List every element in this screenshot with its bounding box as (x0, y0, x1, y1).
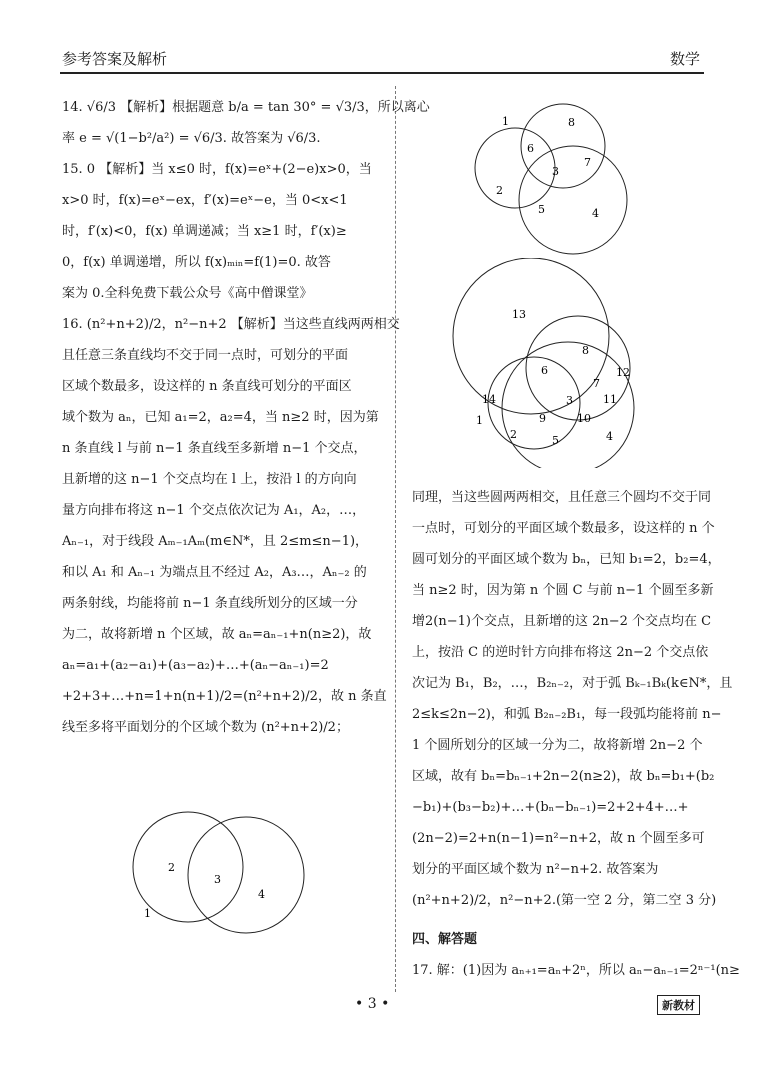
text-line: aₙ=a₁+(a₂−a₁)+(a₃−a₂)+…+(aₙ−aₙ₋₁)=2 (62, 658, 329, 673)
text-line: 一点时，可划分的平面区域个数最多，设这样的 n 个 (412, 521, 715, 536)
region-label: 4 (592, 207, 599, 220)
region-label: 3 (214, 873, 221, 886)
text-line: n 条直线 l 与前 n−1 条直线至多新增 n−1 个交点， (62, 441, 367, 456)
region-label: 2 (510, 428, 517, 441)
four-circle-diagram (446, 258, 646, 468)
text-line: 案为 0.全科免费下载公众号《高中僧课堂》 (62, 286, 313, 301)
region-label: 6 (541, 364, 548, 377)
region-label: 8 (582, 344, 589, 357)
text-line: 当 n≥2 时，因为第 n 个圆 C 与前 n−1 个圆至多新 (412, 583, 714, 598)
text-line: 17. 解：(1)因为 aₙ₊₁=aₙ+2ⁿ，所以 aₙ−aₙ₋₁=2ⁿ⁻¹(n≥ (412, 963, 740, 978)
text-line: 且任意三条直线均不交于同一点时，可划分的平面 (62, 348, 349, 363)
region-label: 1 (476, 414, 483, 427)
region-label: 10 (577, 412, 591, 425)
region-label: 2 (168, 861, 175, 874)
left-column (62, 92, 430, 743)
text-line: 两条射线，均能将前 n−1 条直线所划分的区域一分 (62, 596, 358, 611)
region-label: 9 (539, 412, 546, 425)
page-number: • 3 • (355, 996, 390, 1012)
region-label: 2 (496, 184, 503, 197)
text-line: 16. (n²+n+2)/2，n²−n+2 【解析】当这些直线两两相交 (62, 317, 400, 332)
edition-badge: 新教材 (657, 995, 700, 1015)
region-label: 3 (566, 394, 573, 407)
text-line: (n²+n+2)/2，n²−n+2.(第一空 2 分，第二空 3 分) (412, 893, 717, 908)
text-line: 区域，故有 bₙ=bₙ₋₁+2n−2(n≥2)，故 bₙ=b₁+(b₂ (412, 769, 715, 784)
text-line: 14. √6/3 【解析】根据题意 b/a = tan 30° = √3/3，所以离心 (62, 100, 430, 115)
column-divider (395, 86, 396, 992)
three-circle-diagram (470, 100, 640, 258)
text-line: 同理，当这些圆两两相交，且任意三个圆均不交于同 (412, 490, 712, 505)
region-label: 5 (552, 434, 559, 447)
text-line: 率 e = √(1−b²/a²) = √6/3. 故答案为 √6/3. (62, 131, 321, 146)
text-line: 上，按沿 C 的逆时针方向排布将这 2n−2 个交点依 (412, 645, 709, 660)
region-label: 7 (584, 156, 591, 169)
region-label: 5 (538, 203, 545, 216)
text-line: 和以 A₁ 和 Aₙ₋₁ 为端点且不经过 A₂，A₃…，Aₙ₋₂ 的 (62, 565, 367, 580)
circle-a (475, 128, 555, 208)
region-label: 13 (512, 308, 526, 321)
text-line: 增2(n−1)个交点，且新增的这 2n−2 个交点均在 C (412, 614, 712, 629)
right-column (412, 482, 740, 986)
text-line: 0，f(x) 单调递增，所以 f(x)ₘᵢₙ=f(1)=0. 故答 (62, 255, 331, 270)
region-label: 14 (482, 393, 496, 406)
region-label: 3 (552, 165, 559, 178)
region-label: 1 (502, 115, 509, 128)
circle-a (133, 812, 243, 922)
section-heading: 四、解答题 (412, 932, 478, 947)
text-line: 且新增的这 n−1 个交点均在 l 上，按沿 l 的方向向 (62, 472, 357, 487)
text-line: 线至多将平面划分的个区域个数为 (n²+n+2)/2； (62, 720, 349, 735)
text-line: 量方向排布将这 n−1 个交点依次记为 A₁，A₂，…， (62, 503, 366, 518)
circle-b (188, 817, 304, 933)
text-line: (2n−2)=2+n(n−1)=n²−n+2，故 n 个圆至多可 (412, 831, 705, 846)
text-line: 时，f′(x)<0，f(x) 单调递减；当 x≥1 时，f′(x)≥ (62, 224, 347, 239)
two-circle-diagram (128, 805, 318, 945)
text-line: 圆可划分的平面区域个数为 bₙ，已知 b₁=2，b₂=4， (412, 552, 721, 567)
region-label: 11 (603, 393, 617, 406)
text-line: x>0 时，f(x)=eˣ−ex，f′(x)=eˣ−e，当 0<x<1 (62, 193, 348, 208)
region-label: 1 (144, 907, 151, 920)
region-label: 4 (606, 430, 613, 443)
header-right: 数学 (669, 50, 700, 68)
text-line: 次记为 B₁，B₂，…，B₂ₙ₋₂，对于弧 Bₖ₋₁Bₖ(k∈N*，且 (412, 676, 733, 691)
region-label: 12 (616, 366, 630, 379)
circle-c (519, 146, 627, 254)
text-line: 为二，故将新增 n 个区域，故 aₙ=aₙ₋₁+n(n≥2)，故 (62, 627, 372, 642)
header-rule (60, 72, 704, 74)
text-line: 域个数为 aₙ，已知 a₁=2，a₂=4，当 n≥2 时，因为第 (62, 410, 379, 425)
text-line: 15. 0 【解析】当 x≤0 时，f(x)=eˣ+(2−e)x>0，当 (62, 162, 372, 177)
region-label: 8 (568, 116, 575, 129)
text-line: 2≤k≤2n−2)，和弧 B₂ₙ₋₂B₁，每一段弧均能将前 n− (412, 707, 722, 722)
header-left: 参考答案及解析 (62, 50, 168, 68)
text-line: Aₙ₋₁，对于线段 Aₘ₋₁Aₘ(m∈N*，且 2≤m≤n−1)， (62, 534, 369, 549)
text-line: −b₁)+(b₃−b₂)+…+(bₙ−bₙ₋₁)=2+2+4+…+ (412, 800, 689, 815)
text-line: 区域个数最多，设这样的 n 条直线可划分的平面区 (62, 379, 352, 394)
region-label: 4 (258, 888, 265, 901)
text-line: 划分的平面区域个数为 n²−n+2. 故答案为 (412, 862, 659, 877)
region-label: 6 (527, 142, 534, 155)
text-line: +2+3+…+n=1+n(n+1)/2=(n²+n+2)/2，故 n 条直 (62, 689, 387, 704)
region-label: 7 (593, 377, 600, 390)
text-line: 1 个圆所划分的区域一分为二，故将新增 2n−2 个 (412, 738, 703, 753)
